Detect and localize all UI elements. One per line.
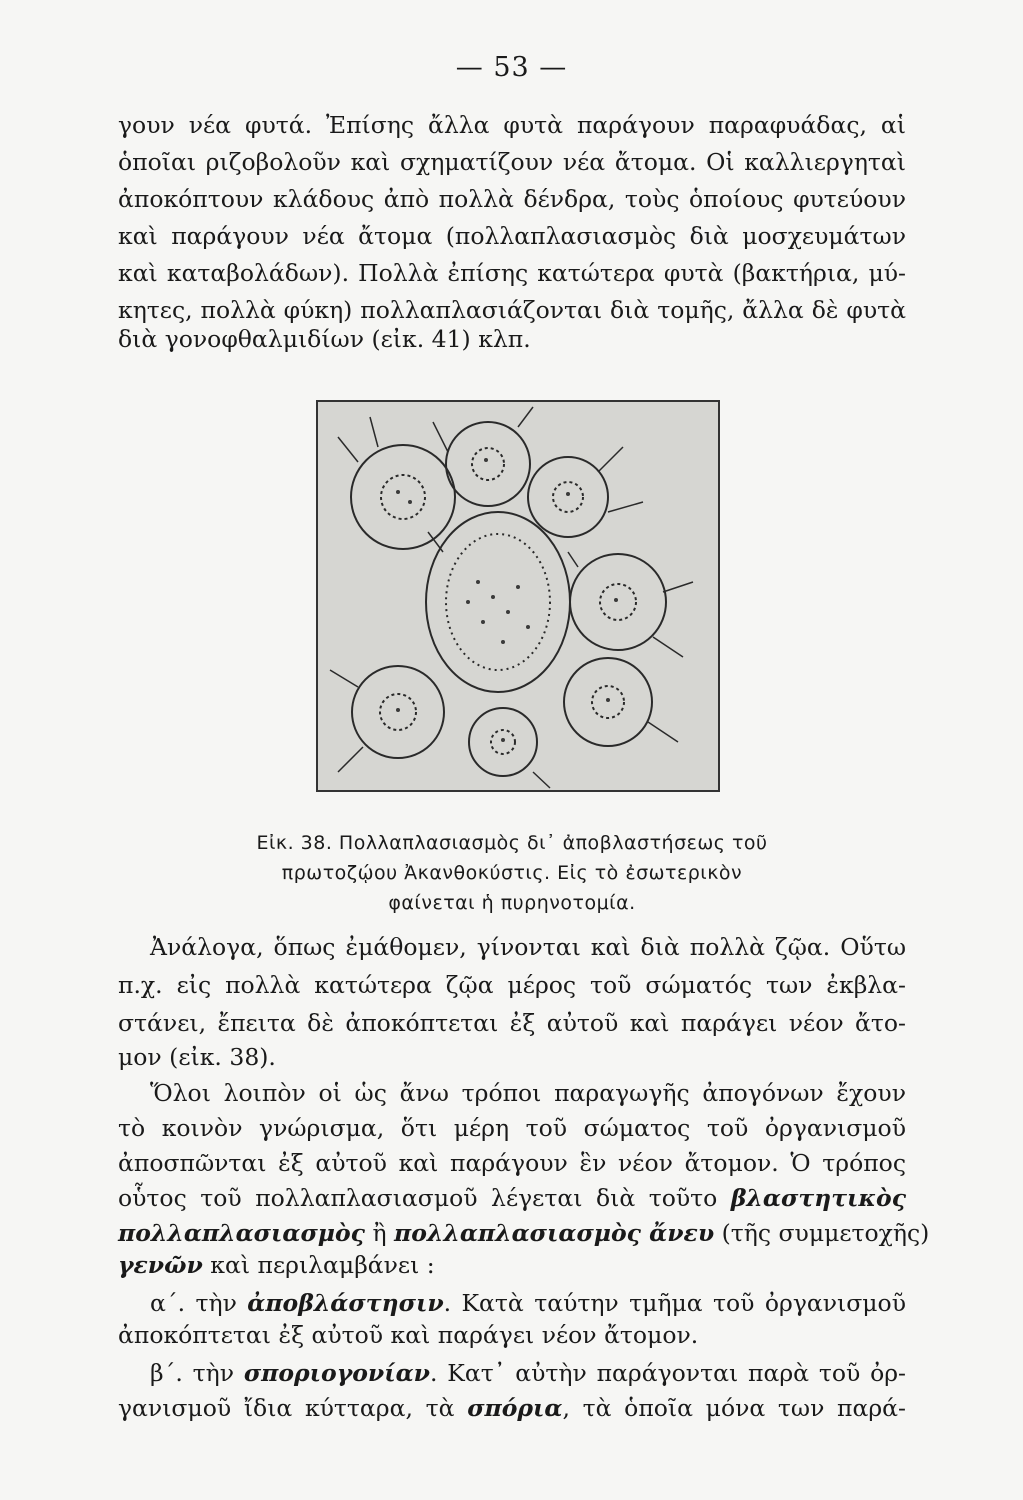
text-span: γανισμοῦ ἴδια κύτταρα, τὰ (118, 1394, 468, 1422)
item-label: α΄. τὴν (150, 1289, 248, 1317)
text-line: καὶ καταβολάδων). Πολλὰ ἐπίσης κατώτερα φυτὰ (βακτήρια, μύ- (118, 259, 906, 287)
text-span: . Κατ᾽ αὐτὴν παράγονται παρὰ τοῦ ὀρ- (429, 1359, 906, 1387)
term-bold: γενῶν (118, 1251, 203, 1279)
text-line: ἀποσπῶνται ἐξ αὐτοῦ καὶ παράγουν ἓν νέον ἄτομον. Ὁ τρόπος (118, 1149, 906, 1177)
figure-caption: Εἰκ. 38. Πολλαπλασιασμὸς δι᾽ ἀποβλαστήσεως τοῦ (256, 832, 768, 854)
term-bold: βλαστητικὸς (730, 1184, 906, 1212)
text-span: ἢ (364, 1219, 394, 1247)
text-line: καὶ παράγουν νέα ἄτομα (πολλαπλασιασμὸς διὰ μοσχευμάτων (118, 222, 906, 250)
text-line: μον (εἰκ. 38). (118, 1043, 276, 1071)
text-line: Ἀνάλογα, ὅπως ἐμάθομεν, γίνονται καὶ διὰ πολλὰ ζῷα. Οὕτω (150, 933, 906, 961)
page-number: — 53 — (455, 52, 568, 83)
text-line (118, 1181, 906, 1215)
text-span: οὗτος τοῦ πολλαπλασιασμοῦ λέγεται διὰ τοῦτο (118, 1184, 718, 1212)
text-line (150, 1286, 906, 1320)
text-line: ὁποῖαι ριζοβολοῦν καὶ σχηματίζουν νέα ἄτομα. Οἱ καλλιεργηταὶ (118, 148, 906, 176)
term-bold: σποριογονίαν (243, 1359, 430, 1387)
text-line: στάνει, ἔπειτα δὲ ἀποκόπτεται ἐξ αὐτοῦ καὶ παράγει νέον ἄτο- (118, 1009, 906, 1037)
text-span: καὶ περιλαμβάνει : (202, 1251, 435, 1279)
term-bold: σπόρια (467, 1394, 563, 1422)
text-line (150, 1356, 906, 1390)
text-span: . Κατὰ ταύτην τμῆμα τοῦ ὀργανισμοῦ (443, 1289, 906, 1317)
text-line (118, 1216, 930, 1250)
term-bold: πολλαπλασιασμὸς ἄνευ (394, 1219, 715, 1247)
text-span: (τῆς συμμετοχῆς) (714, 1219, 930, 1247)
term-bold: ἀποβλάστησιν (247, 1289, 444, 1317)
text-line: τὸ κοινὸν γνώρισμα, ὅτι μέρη τοῦ σώματος τοῦ ὀργανισμοῦ (118, 1114, 906, 1142)
figure-caption: φαίνεται ἡ πυρηνοτομία. (388, 892, 636, 914)
text-line: ἀποκόπτεται ἐξ αὐτοῦ καὶ παράγει νέον ἄτομον. (118, 1321, 699, 1349)
text-line (118, 1391, 906, 1425)
text-line: ἀποκόπτουν κλάδους ἀπὸ πολλὰ δένδρα, τοὺς ὁποίους φυτεύουν (118, 185, 906, 213)
text-line: π.χ. εἰς πολλὰ κατώτερα ζῷα μέρος τοῦ σώματός των ἐκβλα- (118, 971, 906, 999)
text-line: γουν νέα φυτά. Ἐπίσης ἄλλα φυτὰ παράγουν παραφυάδας, αἱ (118, 111, 906, 139)
text-line: Ὅλοι λοιπὸν οἱ ὡς ἄνω τρόποι παραγωγῆς ἀπογόνων ἔχουν (150, 1079, 906, 1107)
term-bold: πολλαπλασιασμὸς (118, 1219, 365, 1247)
figure-acanthocystis (316, 400, 720, 792)
text-line: κητες, πολλὰ φύκη) πολλαπλασιάζονται διὰ τομῆς, ἄλλα δὲ φυτὰ (118, 296, 906, 324)
text-line: διὰ γονοφθαλμιδίων (εἰκ. 41) κλπ. (118, 325, 531, 353)
text-span: , τὰ ὁποῖα μόνα των παρά- (562, 1394, 906, 1422)
item-label: β΄. τὴν (150, 1359, 244, 1387)
figure-caption: πρωτοζῴου Ἀκανθοκύστις. Εἰς τὸ ἐσωτερικὸν (281, 862, 743, 884)
text-line (118, 1248, 906, 1282)
